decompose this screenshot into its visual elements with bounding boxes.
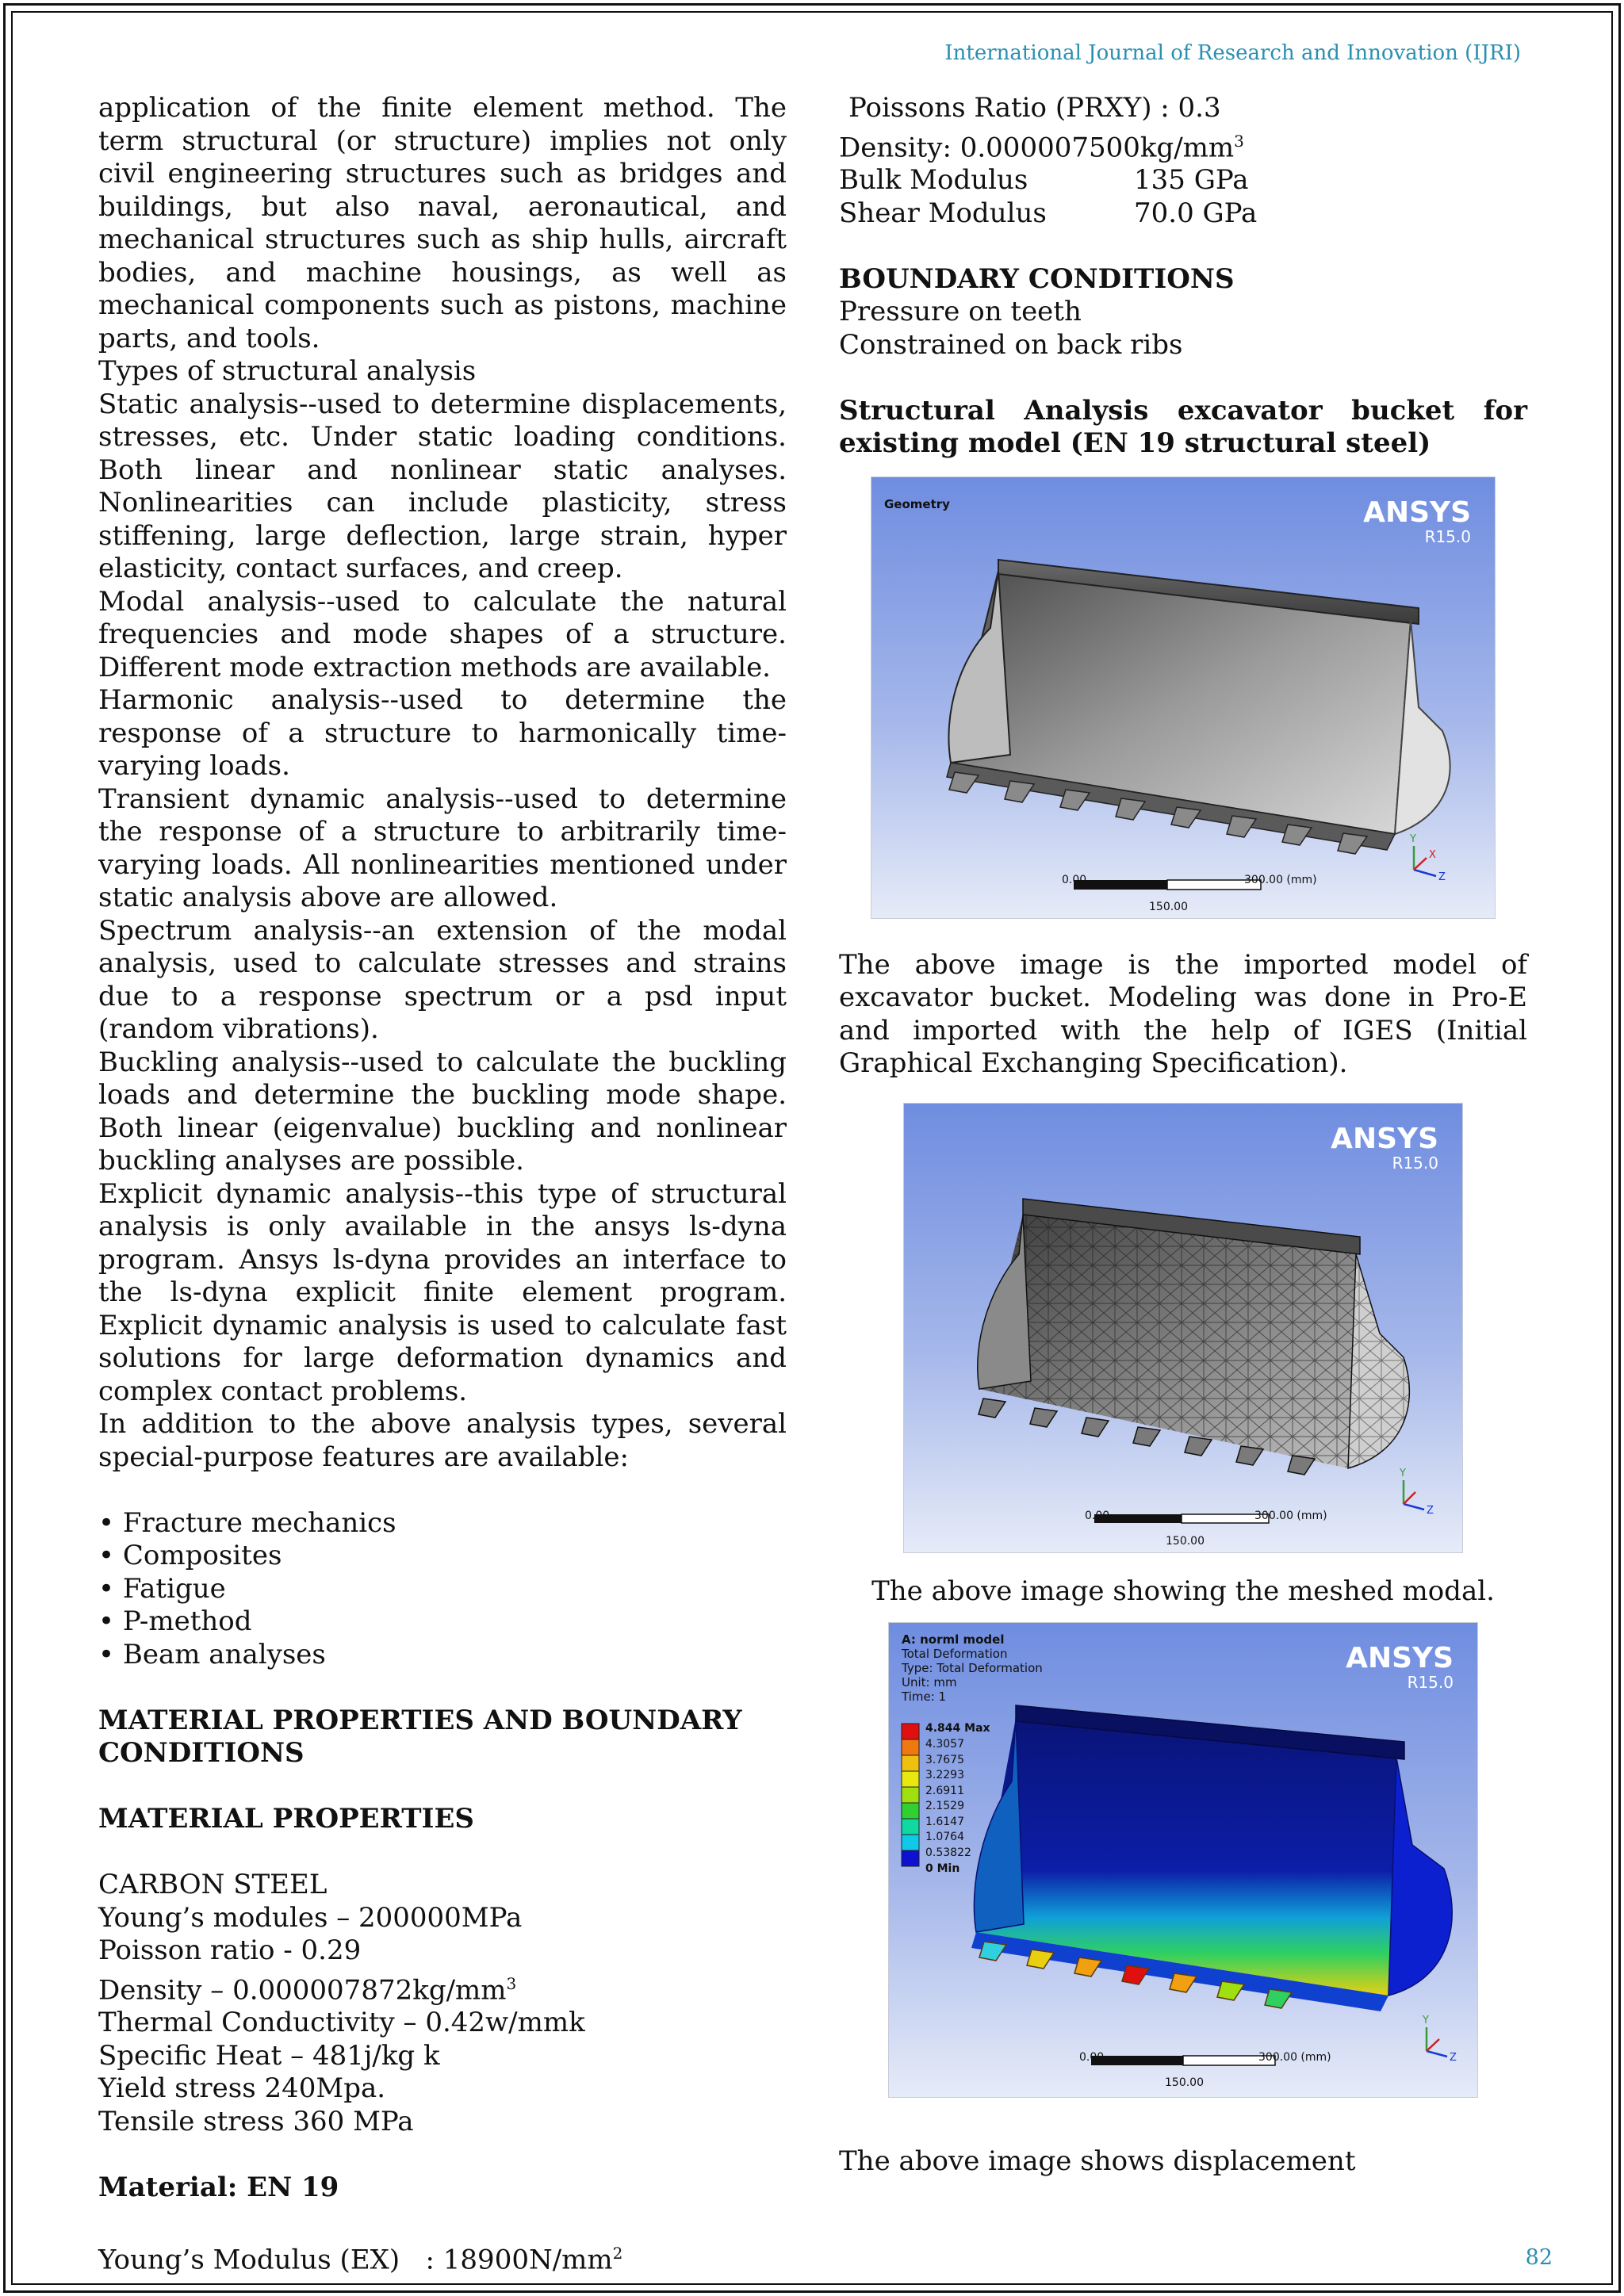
cs-youngs-modulus: Young’s modules – 200000MPa (98, 1901, 523, 1934)
en19-density: Density: $0.000007500kg/mm^3$ (839, 131, 1244, 163)
cs-yield-stress: Yield stress 240Mpa. (98, 2072, 386, 2105)
scale-mid: 150.00 (1165, 2076, 1204, 2090)
list-item: • Fatigue (98, 1573, 787, 1606)
geometry-label: Geometry (884, 496, 950, 511)
section-heading-boundary-conditions: BOUNDARY CONDITIONS (839, 262, 1235, 295)
en19-shear-modulus: Shear Modulus 70.0 GPa (839, 197, 1258, 229)
mesh-caption: The above image showing the meshed modal. (871, 1575, 1495, 1607)
cs-specific-heat: Specific Heat – 481j/kg k (98, 2039, 440, 2072)
geometry-figure (871, 476, 1496, 919)
displacement-caption: The above image shows displacement (839, 2145, 1356, 2178)
scale-max: 300.00 (mm) (1244, 873, 1317, 886)
spectrum-analysis-paragraph: Spectrum analysis--an extension of the modal analysis, used to calculate stresses and strains due to a response spectrum or a psd input (random vibrations). (98, 914, 787, 1045)
svg-text:Y: Y (1423, 2015, 1429, 2027)
svg-text:X: X (1429, 848, 1436, 861)
svg-text:Z: Z (1438, 871, 1446, 883)
buckling-analysis-paragraph: Buckling analysis--used to calculate the buckling loads and determine the buckling mode shape. Both linear (eigenvalue) buckling and nonlinear buckling analyses are possible. (98, 1046, 787, 1177)
scale-mid: 150.00 (1166, 1534, 1205, 1548)
legend-color-bar (902, 1724, 919, 1866)
list-item: • Beam analyses (98, 1639, 787, 1672)
result-header: A: norml model Total Deformation Type: Total Deformation Unit: mm Time: 1 (902, 1632, 1043, 1705)
svg-text:Z: Z (1450, 2052, 1457, 2064)
ansys-logo: ANSYS R15.0 (1331, 1122, 1438, 1173)
en19-poissons-ratio: Poissons Ratio (PRXY) : 0.3 (848, 92, 1221, 124)
intro-paragraph: application of the finite element method. The term structural (or structure) implies not only civil engineering structures such as bridges and buildings, but also naval, aeronautical, and mechanical structures such as ship hulls, aircraft bodies, and machine housings, as well as mechanical components such as pistons, machine parts, and tools. (98, 92, 787, 354)
modal-analysis-paragraph: Modal analysis--used to calculate the natural frequencies and mode shapes of a structure. Different mode extraction methods are available. (98, 585, 787, 683)
cs-poisson-ratio: Poisson ratio - 0.29 (98, 1934, 362, 1966)
ansys-logo: ANSYS R15.0 (1363, 496, 1471, 546)
scale-zero: 0.00 (1085, 1509, 1110, 1522)
types-title: Types of structural analysis (98, 355, 477, 387)
scale-zero: 0.00 (1079, 2051, 1105, 2064)
section-heading-en19: Material: EN 19 (98, 2171, 339, 2203)
scale-mid: 150.00 (1149, 900, 1188, 913)
section-heading-material-properties: MATERIAL PROPERTIES (98, 1803, 474, 1835)
section-heading-structural-analysis: Structural Analysis excavator bucket for existing model (EN 19 structural steel) (839, 394, 1527, 460)
scale-zero: 0.00 (1062, 873, 1087, 886)
imported-model-paragraph: The above image is the imported model of excavator bucket. Modeling was done in Pro-E and imported with the help of IGES (Initial Graphical Exchanging Specification). (839, 948, 1527, 1080)
legend-values: 4.844 Max 4.3057 3.7675 3.2293 2.6911 2.1529 1.6147 1.0764 0.53822 0 Min (925, 1722, 990, 1875)
cs-thermal-conductivity: Thermal Conductivity – 0.42w/mmk (98, 2007, 585, 2039)
explicit-analysis-paragraph: Explicit dynamic analysis--this type of structural analysis is only available in the ansys ls-dyna program. Ansys ls-dyna provides an interface to the ls-dyna explicit finite element program. Explicit dynamic analysis is used to calculate fast solutions for large deformation dynamics and complex contact problems. (98, 1177, 787, 1407)
harmonic-analysis-paragraph: Harmonic analysis--used to determine the response of a structure to harmonically time-varying loads. (98, 684, 787, 782)
special-purpose-paragraph: In addition to the above analysis types, several special-purpose features are available: (98, 1408, 787, 1473)
en19-youngs-modulus: Young’s Modulus (EX) : $18900N/mm^2$ (98, 2243, 623, 2276)
section-heading-mpbc: MATERIAL PROPERTIES AND BOUNDARY CONDITIONS (98, 1704, 742, 1769)
list-item: • Composites (98, 1540, 787, 1573)
svg-text:Y: Y (1410, 832, 1416, 845)
left-column (98, 92, 787, 2277)
carbon-steel-title: CARBON STEEL (98, 1869, 327, 1900)
list-item: • Fracture mechanics (98, 1507, 787, 1540)
features-list (98, 1507, 787, 1672)
mesh-figure (903, 1103, 1463, 1553)
list-item: • P-method (98, 1605, 787, 1639)
page-number: 82 (1525, 2245, 1553, 2270)
deformation-figure (888, 1622, 1478, 2098)
bc-pressure-on-teeth: Pressure on teeth (839, 296, 1082, 328)
static-analysis-paragraph: Static analysis--used to determine displacements, stresses, etc. Under static loading conditions. Both linear and nonlinear static analyses. Nonlinearities can include plasticity, stress stiffening, large deflection, large strain, hyper elasticity, contact surfaces, and creep. (98, 388, 787, 584)
svg-text:Z: Z (1427, 1504, 1434, 1517)
svg-text:Y: Y (1400, 1467, 1406, 1479)
journal-header: International Journal of Research and Innovation (IJRI) (944, 41, 1521, 65)
transient-analysis-paragraph: Transient dynamic analysis--used to determine the response of a structure to arbitrarily time-varying loads. All nonlinearities mentioned under static analysis above are allowed. (98, 783, 787, 913)
en19-bulk-modulus: Bulk Modulus 135 GPa (839, 164, 1249, 197)
bc-constrained-back-ribs: Constrained on back ribs (839, 328, 1183, 361)
scale-max: 300.00 (mm) (1254, 1509, 1327, 1522)
cs-density: Density – $0.000007872kg/mm^3$ (98, 1973, 517, 2006)
scale-max: 300.00 (mm) (1258, 2051, 1331, 2064)
cs-tensile-stress: Tensile stress 360 MPa (98, 2105, 414, 2137)
right-column (839, 92, 1527, 2179)
ansys-logo: ANSYS R15.0 (1346, 1642, 1454, 1693)
